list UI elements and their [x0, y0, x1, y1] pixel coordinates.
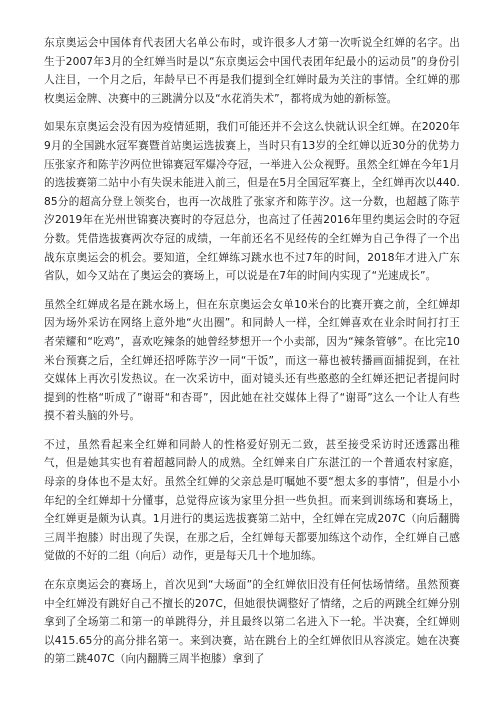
paragraph-rise: 如果东京奥运会没有因为疫情延期，我们可能还并不会这么快就认识全红婵。在2020年9月的全国跳水冠军赛暨首站奥运选拔赛上，当时只有13岁的全红婵以近30分的优势力压张家齐和陈芋汐两位世锦赛冠军爆冷夺冠，一举进入公众视野。虽然全红婵在今年1月的选拔赛第二站中小有失误未能进入前三，但是在5月全国冠军赛上，全红婵再次以440.85分的超高分登上领奖台，也再一次战胜了张家齐和陈芋汐。这一分数，也超越了陈芋汐2019年在光州世锦赛决赛时的夺冠总分，也高过了任茜2016年里约奥运会时的夺冠分数。凭借选拔赛两次夺冠的成绩，一年前还名不见经传的全红婵为自己争得了一个出战东京奥运会的机会。要知道，全红婵练习跳水也不过7年的时间，2018年才进入广东省队，如今又站在了奥运会的赛场上，可以说是在7年的时间内实现了“光速成长”。 — [44, 121, 460, 283]
paragraph-personality: 虽然全红婵成名是在跳水场上，但在东京奥运会女单10米台的比赛开赛之前，全红婵却因为场外采访在网络上意外地“火出圈”。和同龄人一样，全红婵喜欢在业余时间打打王者荣耀和“吃鸡”，喜欢吃辣条的她曾经梦想开一个小卖部，因为“辣条管够”。在比完10米台预赛之后，全红婵还招呼陈芋汐一同“干饭”，而这一幕也被转播画面捕捉到，在社交媒体上再次引发热议。在一次采访中，面对镜头还有些憨憨的全红婵还把记者提问时提到的性格“听成了”谢哥“和杏哥”，因此她在社交媒体上得了“谢哥”这么一个让人有些摸不着头脑的外号。 — [44, 298, 460, 423]
paragraph-intro: 东京奥运会中国体育代表团大名单公布时，或许很多人才第一次听说全红婵的名字。出生于2007年3月的全红婵当时是以“东京奥运会中国代表团年纪最小的运动员”的身份引人注目，一个月之后，年龄早已不再是我们提到全红婵时最为关注的事情。全红婵的那枚奥运金牌、决赛中的三跳满分以及“水花消失术”，都将成为她的新标签。 — [44, 37, 460, 105]
article-body — [44, 34, 460, 669]
paragraph-competition: 在东京奥运会的赛场上，首次见到“大场面”的全红婵依旧没有任何怯场情绪。虽然预赛中全红婵没有跳好自己不擅长的207C，但她很快调整好了情绪，之后的两跳全红婵分别拿到了全场第二和第一的单跳得分，并且最终以第二名进入下一轮。半决赛，全红婵则以415.65分的高分排名第一。来到决赛，站在跳台上的全红婵依旧从容淡定。她在决赛的第二跳407C（向内翻腾三周半抱膝）拿到了 — [44, 579, 460, 666]
paragraph-maturity: 不过，虽然看起来全红婵和同龄人的性格爱好别无二致，甚至接受采访时还透露出稚气，但是她其实也有着超越同龄人的成熟。全红婵来自广东湛江的一个普通农村家庭，母亲的身体也不是太好。虽然全红婵的父亲总是叮嘱她不要“想太多的事情”，但是小小年纪的全红婵却十分懂事，总觉得应该为家里分担一些负担。而来到训练场和赛场上，全红婵更是颇为认真。1月进行的奥运选拔赛第二站中，全红婵在完成207C（向后翻腾三周半抱膝）时出现了失误，在那之后，全红婵每天都要加练这个动作，全红婵自己感觉做的不好的二组（向后）动作，更是每天几十个地加练。 — [44, 438, 460, 563]
